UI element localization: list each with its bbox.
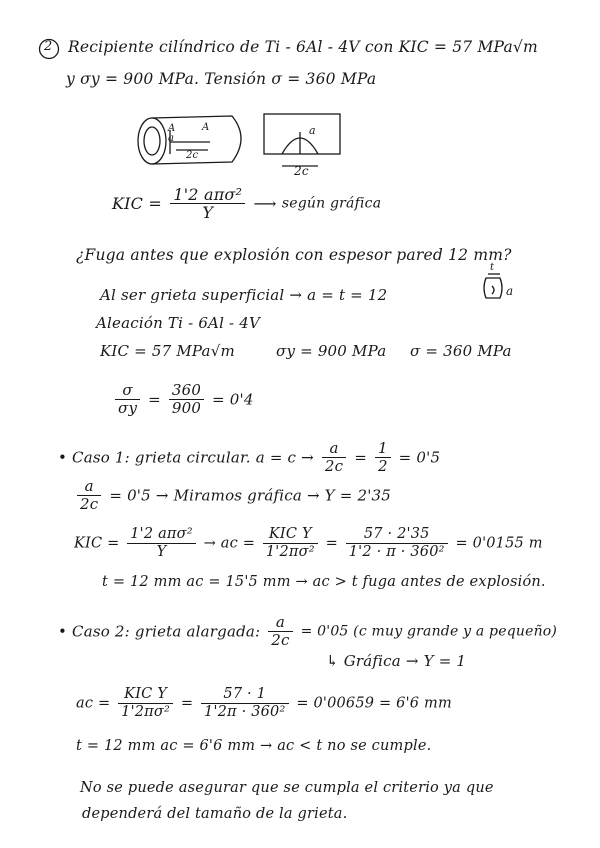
- caso2-ac-result: = 0'00659 = 6'6 mm: [296, 695, 452, 712]
- caso2-eq2-den: 1'2π · 360²: [204, 704, 286, 720]
- caso1-arrow-ac: → ac =: [203, 535, 256, 552]
- ratio-den-2: 900: [171, 399, 202, 417]
- fact-3-sigma-y: σy = 900 MPa: [276, 342, 387, 360]
- caso2-ac-num: KIC Y: [118, 686, 173, 704]
- caso2-result: = 0'05 (c muy grande y a pequeño): [300, 623, 558, 640]
- sketch-label-a: a: [506, 284, 514, 298]
- caso1-conclusion: t = 12 mm ac = 15'5 mm → ac > t fuga antes de explosión.: [102, 574, 546, 590]
- caso1-g-den: 2: [377, 457, 388, 475]
- caso2-f-num: a: [268, 614, 292, 632]
- main-formula-denominator: Y: [202, 203, 214, 222]
- cylinder-diagram: [132, 110, 252, 170]
- plate-label-a: a: [309, 124, 316, 137]
- main-formula-lhs: KIC =: [112, 194, 163, 213]
- caso1-ac-den: 1'2πσ²: [265, 544, 315, 560]
- diagram-label-2c: 2c: [186, 150, 199, 161]
- caso1-k-num: 1'2 aπσ²: [127, 526, 196, 544]
- caso1-eq2-num: 57 · 2'35: [346, 526, 448, 544]
- problem-number: 2: [44, 39, 53, 54]
- caso1-k-fraction: [127, 526, 196, 561]
- main-formula-numerator: 1'2 aπσ²: [170, 186, 245, 204]
- caso2-ac-den: 1'2πσ²: [121, 704, 171, 720]
- fact-3-sigma: σ = 360 MPa: [410, 342, 512, 360]
- caso1-f-den: 2c: [324, 457, 344, 475]
- caso1-g-num: 1: [375, 440, 391, 458]
- caso1-fraction-a2c: [322, 440, 346, 475]
- caso1-ac-num: KIC Y: [263, 526, 318, 544]
- stress-ratio: $\frac{\sigma}{\sigma y}$ = $\frac{360}{900}$ = 0'4: [112, 382, 254, 417]
- caso2-fraction: [268, 614, 292, 649]
- caso2-ac-lhs: ac =: [76, 695, 111, 712]
- ratio-num-1: σ: [115, 382, 140, 400]
- caso1-line2-den: 2c: [80, 495, 99, 513]
- fact-3-kic: KIC = 57 MPa√m: [100, 342, 235, 360]
- caso1-line-2: [74, 478, 391, 513]
- caso1-kic-formula: KIC = $\frac{\text{1'2 aπσ²}}{Y}$ → ac = $\frac{\text{KIC Y}}{\text{1'2πσ²}}$ = $\frac{57 \cdot 2'35}{\text{1'2 · π · 360²}}$ = 0'0155 m: [74, 526, 543, 560]
- caso1-line2-num: a: [77, 478, 101, 496]
- wall-thickness-sketch: [480, 268, 520, 308]
- plate-label-2c: 2c: [294, 164, 309, 178]
- ratio-fraction-2: [169, 382, 204, 417]
- main-formula-note: según gráfica: [281, 195, 382, 212]
- diagram-label-a2: a: [168, 133, 175, 144]
- caso1-k-lhs: KIC =: [74, 535, 120, 552]
- sketch-label-t: t: [490, 262, 495, 273]
- caso1-line2-text: = 0'5 → Miramos gráfica → Y = 2'35: [109, 486, 392, 505]
- caso2-comparison: t = 12 mm ac = 6'6 mm → ac < t no se cumple.: [76, 738, 432, 754]
- diagram-label-a1: A: [168, 123, 176, 134]
- final-remark-1: No se puede asegurar que se cumpla el criterio ya que: [80, 780, 494, 796]
- question: ¿Fuga antes que explosión con espesor pared 12 mm?: [76, 246, 512, 264]
- final-remark-2: dependerá del tamaño de la grieta.: [82, 806, 348, 822]
- caso1-eq2-fraction: [346, 526, 448, 561]
- ratio-den-1: σy: [118, 399, 138, 417]
- main-formula-fraction: [170, 186, 245, 221]
- header-line-1: Recipiente cilíndrico de Ti - 6Al - 4V con KIC = 57 MPa√m: [68, 38, 538, 56]
- caso2-ac-formula: ac = $\frac{\text{KIC Y}}{\text{1'2πσ²}}$ = $\frac{57 \cdot 1}{\text{1'2π · 360²}}$ = 0'00659 = 6'6 mm: [76, 686, 452, 720]
- caso2-title: • Caso 2: grieta alargada:: [58, 622, 261, 641]
- fact-2: Aleación Ti - 6Al - 4V: [96, 314, 261, 332]
- header-line-2: y σy = 900 MPa. Tensión σ = 360 MPa: [66, 70, 377, 88]
- caso1-title: • Caso 1: grieta circular. a = c →: [58, 448, 314, 467]
- caso1-k-result: = 0'0155 m: [455, 535, 543, 552]
- caso2-header: [58, 614, 557, 649]
- caso1-equals: =: [354, 448, 367, 467]
- ratio-num-2: 360: [169, 382, 204, 400]
- caso1-header: [58, 440, 440, 475]
- caso1-fraction-half: [375, 440, 391, 475]
- ratio-result: = 0'4: [212, 390, 254, 409]
- caso2-eq2-num: 57 · 1: [201, 686, 288, 704]
- caso2-eq2-fraction: [201, 686, 288, 721]
- caso1-result: = 0'5: [398, 448, 441, 467]
- fact-1: Al ser grieta superficial → a = t = 12: [100, 286, 388, 304]
- caso1-ac-fraction: [263, 526, 318, 561]
- diagram-label-a3: A: [202, 122, 210, 133]
- caso2-ac-fraction: [118, 686, 173, 721]
- ratio-fraction-1: [115, 382, 140, 417]
- caso1-line2-fraction: [77, 478, 101, 513]
- caso1-eq2-den: 1'2 · π · 360²: [348, 544, 445, 560]
- caso2-f-den: 2c: [271, 631, 290, 649]
- caso1-f-num: a: [322, 440, 346, 458]
- main-formula: KIC = $\frac{\text{1'2 aπσ²}}{Y}$ ⟶ según gráfica: [112, 185, 382, 222]
- caso1-k-den: Y: [156, 544, 167, 560]
- caso2-sub: ↳ Gráfica → Y = 1: [326, 652, 467, 670]
